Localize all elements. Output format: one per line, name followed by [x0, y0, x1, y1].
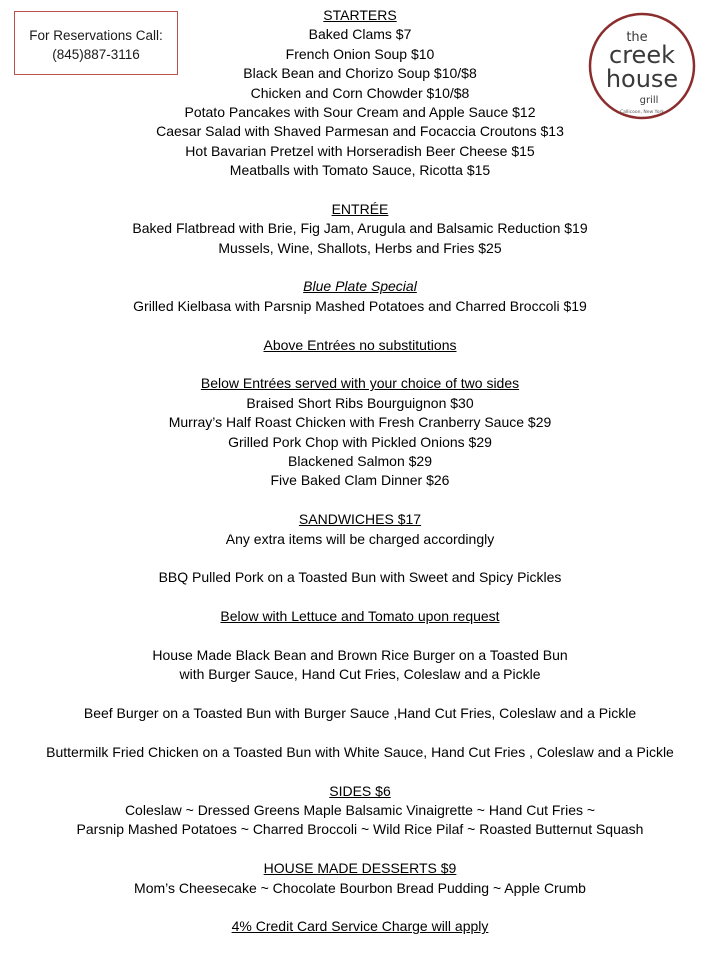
menu-item: Murray’s Half Roast Chicken with Fresh Cranberry Sauce $29 [168, 414, 552, 431]
logo-location: Callicoon, New York [620, 110, 664, 115]
reservation-label: For Reservations Call: [29, 28, 163, 43]
menu-item: Black Bean and Chorizo Soup $10/$8 [243, 65, 477, 82]
sandwiches-heading: SANDWICHES $17 [298, 511, 422, 528]
menu-item: House Made Black Bean and Brown Rice Burger on a Toasted Bun [152, 646, 568, 663]
menu-item: Buttermilk Fried Chicken on a Toasted Bun with White Sauce, Hand Cut Fries , Coleslaw and a Pickle [46, 743, 674, 760]
menu-item: Caesar Salad with Shaved Parmesan and Focaccia Croutons $13 [156, 123, 564, 140]
menu-item: Grilled Kielbasa with Parsnip Mashed Potatoes and Charred Broccoli $19 [133, 297, 587, 314]
sandwiches-note: Any extra items will be charged accordingly [225, 530, 495, 547]
desserts-line: Mom’s Cheesecake ~ Chocolate Bourbon Bread Pudding ~ Apple Crumb [134, 879, 586, 896]
menu-item: Five Baked Clam Dinner $26 [270, 472, 450, 489]
menu [0, 6, 720, 937]
entree-heading: ENTRÉE [331, 200, 389, 217]
reservation-phone: (845)887-3116 [52, 47, 140, 62]
menu-item: Meatballs with Tomato Sauce, Ricotta $15 [229, 162, 491, 179]
menu-item: Potato Pancakes with Sour Cream and Apple Sauce $12 [184, 103, 536, 120]
served-with-heading: Below Entrées served with your choice of two sides [200, 375, 520, 392]
logo-grill: grill [639, 95, 659, 106]
no-substitutions-note: Above Entrées no substitutions [263, 336, 457, 353]
sides-line: Coleslaw ~ Dressed Greens Maple Balsamic Vinaigrette ~ Hand Cut Fries ~ [124, 802, 596, 819]
menu-item: Baked Flatbread with Brie, Fig Jam, Arugula and Balsamic Reduction $19 [132, 220, 588, 237]
menu-item: French Onion Soup $10 [285, 45, 435, 62]
menu-item: Braised Short Ribs Bourguignon $30 [246, 394, 474, 411]
blue-plate-heading: Blue Plate Special [303, 278, 417, 295]
menu-item: Baked Clams $7 [308, 26, 412, 43]
menu-item: Blackened Salmon $29 [288, 452, 432, 469]
desserts-heading: HOUSE MADE DESSERTS $9 [263, 860, 457, 877]
menu-item: with Burger Sauce, Hand Cut Fries, Coleslaw and a Pickle [179, 666, 541, 683]
lettuce-tomato-note: Below with Lettuce and Tomato upon request [220, 608, 500, 625]
logo-house: house [605, 65, 679, 93]
menu-item: Beef Burger on a Toasted Bun with Burger Sauce ,Hand Cut Fries, Coleslaw and a Pickle [83, 705, 637, 722]
menu-item: Grilled Pork Chop with Pickled Onions $29 [228, 433, 492, 450]
menu-item: Chicken and Corn Chowder $10/$8 [250, 84, 470, 101]
menu-item: Mussels, Wine, Shallots, Herbs and Fries $25 [218, 239, 502, 256]
starters-heading: STARTERS [323, 7, 397, 23]
credit-card-note: 4% Credit Card Service Charge will apply [231, 918, 489, 935]
logo-creek: creek [609, 41, 675, 69]
sides-line: Parsnip Mashed Potatoes ~ Charred Broccoli ~ Wild Rice Pilaf ~ Roasted Butternut Squash [76, 821, 644, 838]
menu-item: BBQ Pulled Pork on a Toasted Bun with Sweet and Spicy Pickles [158, 569, 562, 586]
logo-the: the [626, 30, 648, 45]
menu-item: Hot Bavarian Pretzel with Horseradish Beer Cheese $15 [185, 142, 535, 159]
sides-heading: SIDES $6 [329, 782, 391, 799]
